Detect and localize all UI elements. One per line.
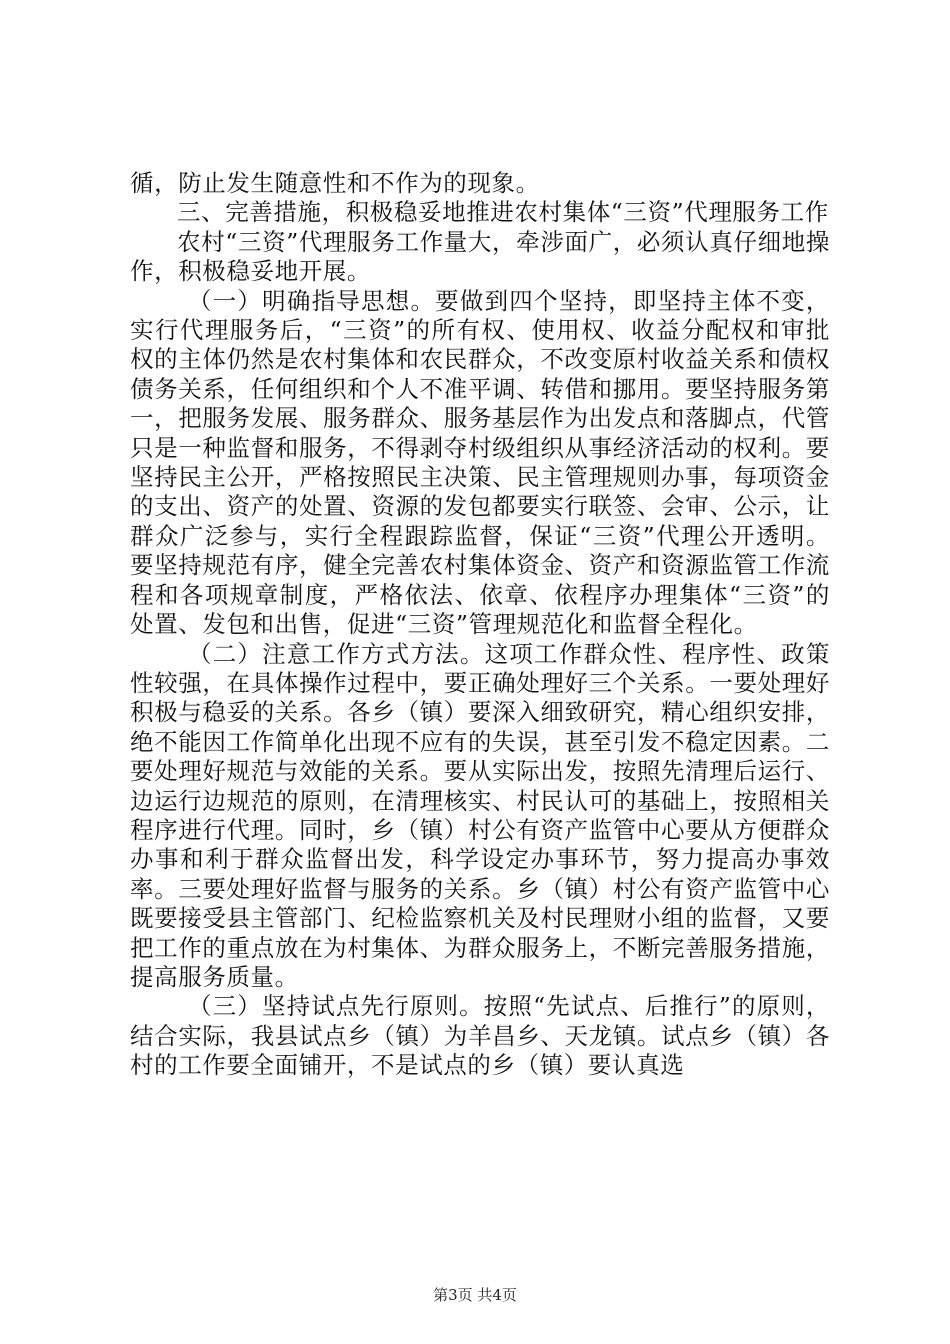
section-heading-three: 三、完善措施，积极稳妥地推进农村集体“三资”代理服务工作 <box>177 198 829 227</box>
paragraph-item-three: （三）坚持试点先行原则。按照“先试点、后推行”的原则，结合实际，我县试点乡（镇）为羊昌乡、天龙镇。试点乡（镇）各村的工作要全面铺开，不是试点的乡（镇）要认真选 <box>130 992 830 1080</box>
paragraph-item-two: （二）注意工作方式方法。这项工作群众性、程序性、政策性较强，在具体操作过程中，要正确处理好三个关系。一要处理好积极与稳妥的关系。各乡（镇）要深入细致研究，精心组织安排，绝不能因工作简单化出现不应有的失误，甚至引发不稳定因素。二要处理好规范与效能的关系。要从实际出发，按照先清理后运行、边运行边规范的原则，在清理核实、村民认可的基础上，按照相关程序进行代理。同时，乡（镇）村公有资产监管中心要从方便群众办事和利于群众监督出发，科学设定办事环节，努力提高办事效率。三要处理好监督与服务的关系。乡（镇）村公有资产监管中心既要接受县主管部门、纪检监察机关及村民理财小组的监督，又要把工作的重点放在为村集体、为群众服务上，不断完善服务措施，提高服务质量。 <box>130 639 830 991</box>
paragraph-intro: 农村“三资”代理服务工作量大，牵涉面广，必须认真仔细地操作，积极稳妥地开展。 <box>130 227 830 286</box>
paragraph-item-one: （一）明确指导思想。要做到四个坚持，即坚持主体不变，实行代理服务后，“三资”的所有权、使用权、收益分配权和审批权的主体仍然是农村集体和农民群众，不改变原村收益关系和债权债务关系，任何组织和个人不准平调、转借和挪用。要坚持服务第一，把服务发展、服务群众、服务基层作为出发点和落脚点，代管只是一种监督和服务，不得剥夺村级组织从事经济活动的权利。要坚持民主公开，严格按照民主决策、民主管理规则办事，每项资金的支出、资产的处置、资源的发包都要实行联签、会审、公示，让群众广泛参与，实行全程跟踪监督，保证“三资”代理公开透明。要坚持规范有序，健全完善农村集体资金、资产和资源监管工作流程和各项规章制度，严格依法、依章、依程序办理集体“三资”的处置、发包和出售，促进“三资”管理规范化和监督全程化。 <box>130 286 830 639</box>
paragraph-continuation: 循，防止发生随意性和不作为的现象。 <box>130 169 540 197</box>
page-number-footer: 第3页 共4页 <box>433 1286 517 1304</box>
document-body <box>130 169 830 1081</box>
